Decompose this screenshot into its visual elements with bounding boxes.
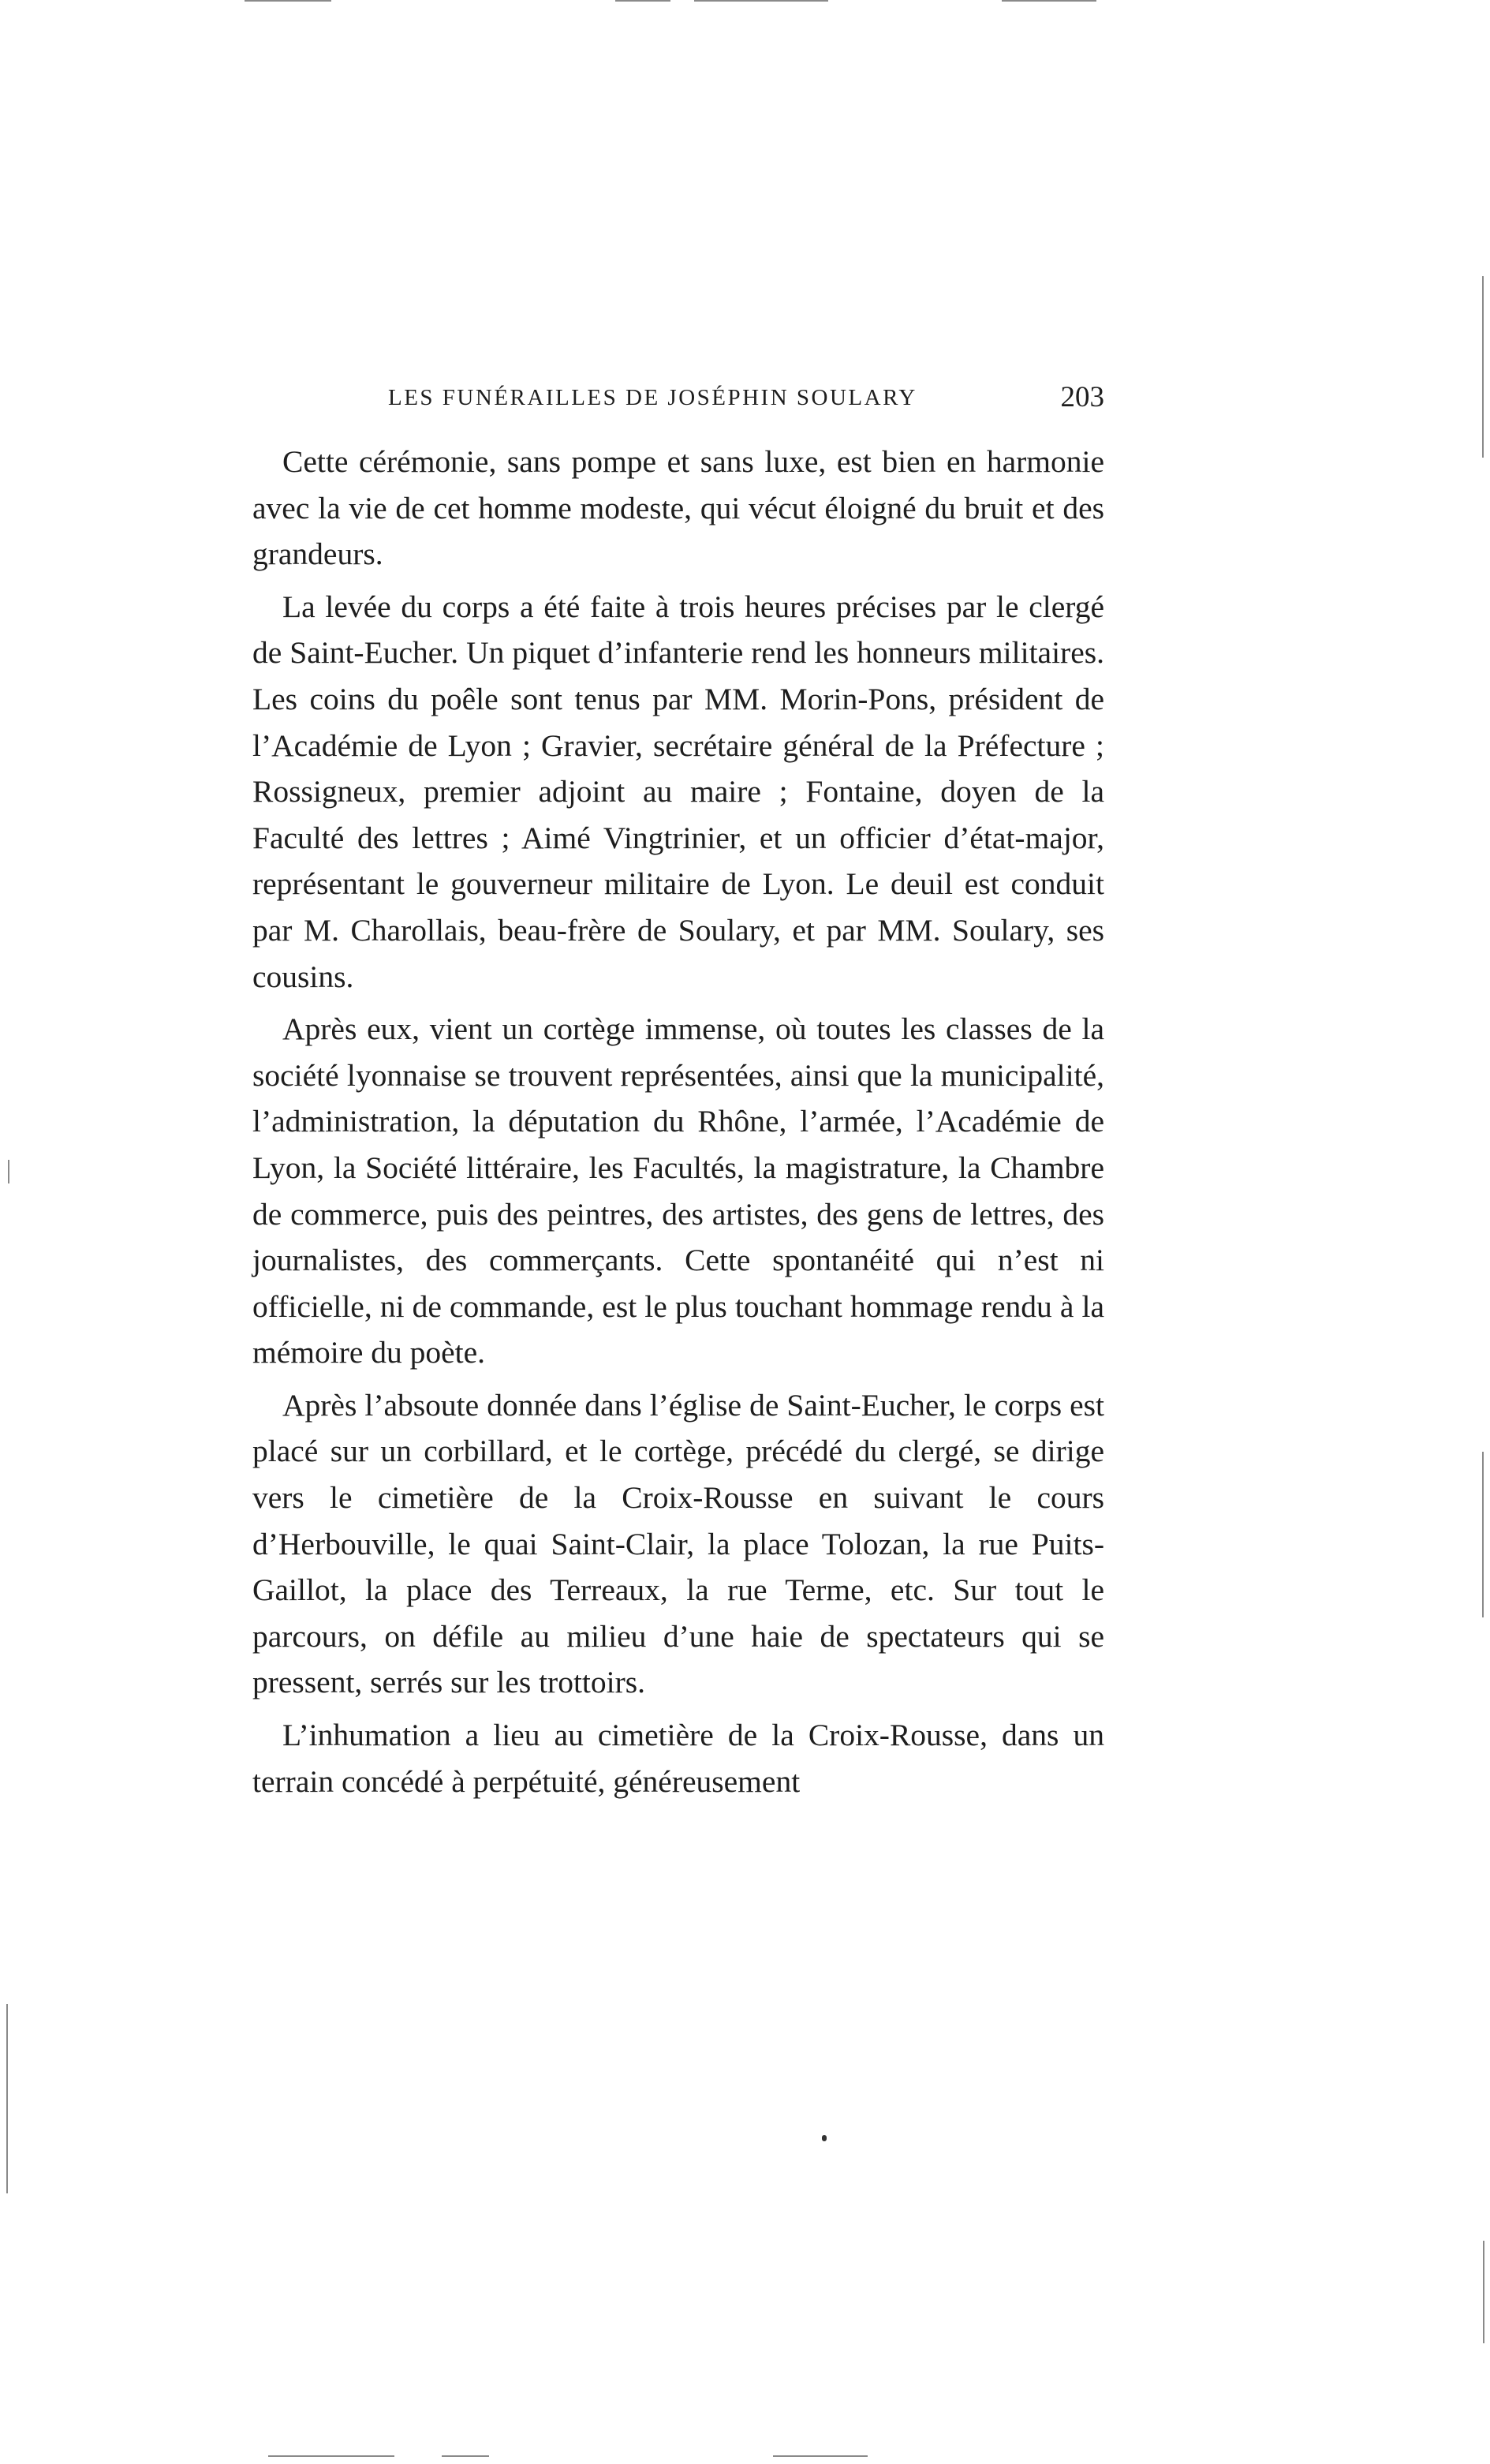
page-number: 203 xyxy=(1060,381,1104,413)
scan-edge-mark xyxy=(1482,1452,1484,1617)
running-title: LES FUNÉRAILLES DE JOSÉPHIN SOULARY xyxy=(388,385,917,410)
paragraph: Après eux, vient un cortège immense, où toutes les classes de la société lyonnaise se trouvent représentées, ainsi que la municipalité, l’administration, la députation du Rhône, l’armée, l’Académie de Lyon, la Société littéraire, les Facultés, la magistrature, la Chambre de commerce, puis des peintres, des artistes, des gens de lettres, des journalistes, des commerçants. Cette spontanéité qui n’est ni officielle, ni de commande, est le plus touchant hommage rendu à la mémoire du poète. xyxy=(252,1011,1104,1370)
scan-edge-mark xyxy=(615,0,670,2)
ink-speck xyxy=(822,2135,827,2141)
scan-edge-mark xyxy=(694,0,828,2)
scan-edge-mark xyxy=(8,1160,9,1183)
paragraph: Après l’absoute donnée dans l’église de Saint-Eucher, le corps est placé sur un corbillard, et le cortège, précédé du clergé, se dirige vers le cimetière de la Croix-Rousse en suivant le cours d’Herbouville, le quai Saint-Clair, la place Tolozan, la rue Puits-Gaillot, la place des Terreaux, la rue Terme, etc. Sur tout le parcours, on défile au milieu d’une haie de spectateurs qui se pressent, serrés sur les trottoirs. xyxy=(252,1387,1104,1700)
paragraph: L’inhumation a lieu au cimetière de la Croix-Rousse, dans un terrain concédé à perpétuité, généreusement xyxy=(252,1718,1104,1799)
scan-edge-mark xyxy=(1002,0,1096,2)
scan-edge-mark xyxy=(1483,2241,1484,2343)
page-body xyxy=(252,439,1104,1804)
scan-edge-mark xyxy=(245,0,331,2)
scan-edge-mark xyxy=(442,2455,489,2457)
scan-edge-mark xyxy=(773,2455,868,2457)
paragraph: La levée du corps a été faite à trois heures précises par le clergé de Saint-Eucher. Un piquet d’infanterie rend les honneurs militaires. Les coins du poêle sont tenus par MM. Morin-Pons, président de l’Académie de Lyon ; Gravier, secrétaire général de la Préfecture ; Rossigneux, premier adjoint au maire ; Fontaine, doyen de la Faculté des lettres ; Aimé Vingtrinier, et un officier d’état-major, représentant le gouverneur militaire de Lyon. Le deuil est conduit par M. Charollais, beau-frère de Soulary, et par MM. Soulary, ses cousins. xyxy=(252,589,1104,994)
page-header xyxy=(252,381,1104,426)
paragraph: Cette cérémonie, sans pompe et sans luxe, est bien en harmonie avec la vie de cet homme modeste, qui vécut éloigné du bruit et des grandeurs. xyxy=(252,444,1104,572)
scan-edge-mark xyxy=(6,2004,8,2193)
scan-edge-mark xyxy=(1482,276,1484,458)
scan-edge-mark xyxy=(268,2455,394,2457)
